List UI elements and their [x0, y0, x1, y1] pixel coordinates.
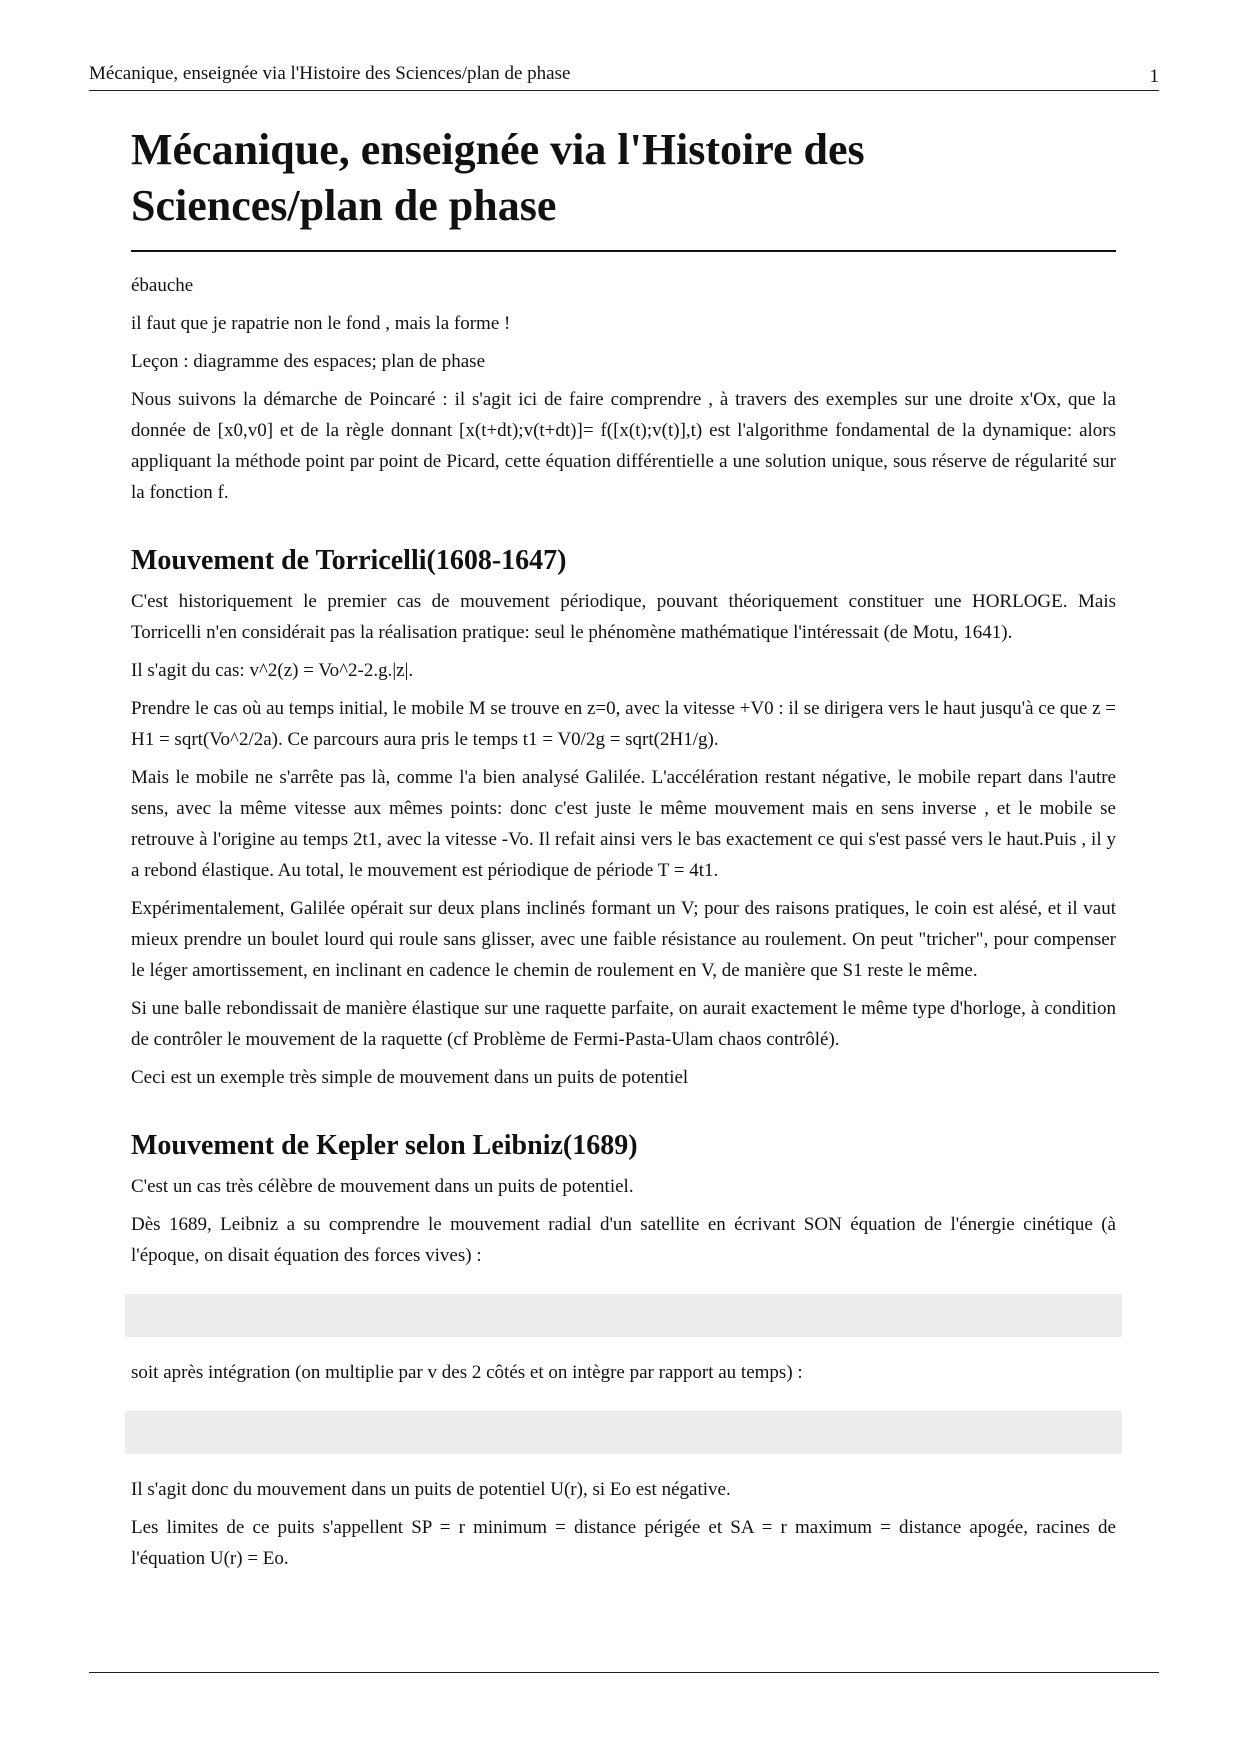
- running-header-title: Mécanique, enseignée via l'Histoire des Sciences/plan de phase: [89, 63, 571, 84]
- paragraph: Les limites de ce puits s'appellent SP = r minimum = distance périgée et SA = r maximum = distance apogée, racines de l'équation U(r) = Eo.: [131, 1517, 1116, 1569]
- paragraph: Dès 1689, Leibniz a su comprendre le mouvement radial d'un satellite en écrivant SON équation de l'énergie cinétique (à l'époque, on disait équation des forces vives) :: [131, 1214, 1116, 1266]
- paragraph: soit après intégration (on multiplie par v des 2 côtés et on intègre par rapport au temps) :: [131, 1362, 803, 1383]
- formula-placeholder: [125, 1411, 1122, 1454]
- footer-rule: [89, 1672, 1159, 1673]
- paragraph: C'est historiquement le premier cas de mouvement périodique, pouvant théoriquement constituer une HORLOGE. Mais Torricelli n'en considérait pas la réalisation pratique: seul le phénomène mathématique l'intéressait (de Motu, 1641).: [131, 591, 1116, 643]
- paragraph: Si une balle rebondissait de manière élastique sur une raquette parfaite, on aurait exactement le même type d'horloge, à condition de contrôler le mouvement de la raquette (cf Problème de Fermi-Pasta-Ulam chaos contrôlé).: [131, 998, 1116, 1050]
- paragraph: Mais le mobile ne s'arrête pas là, comme l'a bien analysé Galilée. L'accélération restant négative, le mobile repart dans l'autre sens, avec la même vitesse aux mêmes points: donc c'est juste le même mouvement mais en sens inverse , et le mobile se retrouve à l'origine au temps 2t1, avec la vitesse -Vo. Il refait ainsi vers le bas exactement ce qui s'est passé vers le haut.Puis , il y a rebond élastique. Au total, le mouvement est périodique de période T = 4t1.: [131, 767, 1116, 881]
- running-header: [89, 60, 1159, 91]
- page-number: 1: [1149, 66, 1159, 87]
- section-heading-torricelli: Mouvement de Torricelli(1608-1647): [131, 545, 567, 576]
- intro-paragraph: Nous suivons la démarche de Poincaré : il s'agit ici de faire comprendre , à travers des exemples sur une droite x'Ox, que la donnée de [x0,v0] et de la règle donnant [x(t+dt);v(t+dt)]= f([x(t);v(t)],t) est l'algorithme fondamental de la dynamique: alors appliquant la méthode point par point de Picard, cette équation différentielle a une solution unique, sous réserve de régularité sur la fonction f.: [131, 389, 1116, 503]
- page-title: Mécanique, enseignée via l'Histoire des Sciences/plan de phase: [131, 122, 1116, 252]
- intro-paragraph: il faut que je rapatrie non le fond , mais la forme !: [131, 313, 511, 334]
- section-heading-kepler: Mouvement de Kepler selon Leibniz(1689): [131, 1130, 638, 1161]
- paragraph: Il s'agit donc du mouvement dans un puits de potentiel U(r), si Eo est négative.: [131, 1479, 731, 1500]
- paragraph: Expérimentalement, Galilée opérait sur deux plans inclinés formant un V; pour des raisons pratiques, le coin est alésé, et il vaut mieux prendre un boulet lourd qui roule sans glisser, avec une faible résistance au roulement. On peut "tricher", pour compenser le léger amortissement, en inclinant en cadence le chemin de roulement en V, de manière que S1 reste le même.: [131, 898, 1116, 981]
- paragraph: Prendre le cas où au temps initial, le mobile M se trouve en z=0, avec la vitesse +V0 : il se dirigera vers le haut jusqu'à ce que z = H1 = sqrt(Vo^2/2a). Ce parcours aura pris le temps t1 = V0/2g = sqrt(2H1/g).: [131, 698, 1116, 750]
- formula-placeholder: [125, 1294, 1122, 1337]
- intro-paragraph: Leçon : diagramme des espaces; plan de phase: [131, 351, 485, 372]
- paragraph: Ceci est un exemple très simple de mouvement dans un puits de potentiel: [131, 1067, 689, 1088]
- paragraph: Il s'agit du cas: v^2(z) = Vo^2-2.g.|z|.: [131, 660, 414, 681]
- paragraph: C'est un cas très célèbre de mouvement dans un puits de potentiel.: [131, 1176, 634, 1197]
- intro-paragraph: ébauche: [131, 275, 194, 296]
- article-body: [131, 122, 1116, 1581]
